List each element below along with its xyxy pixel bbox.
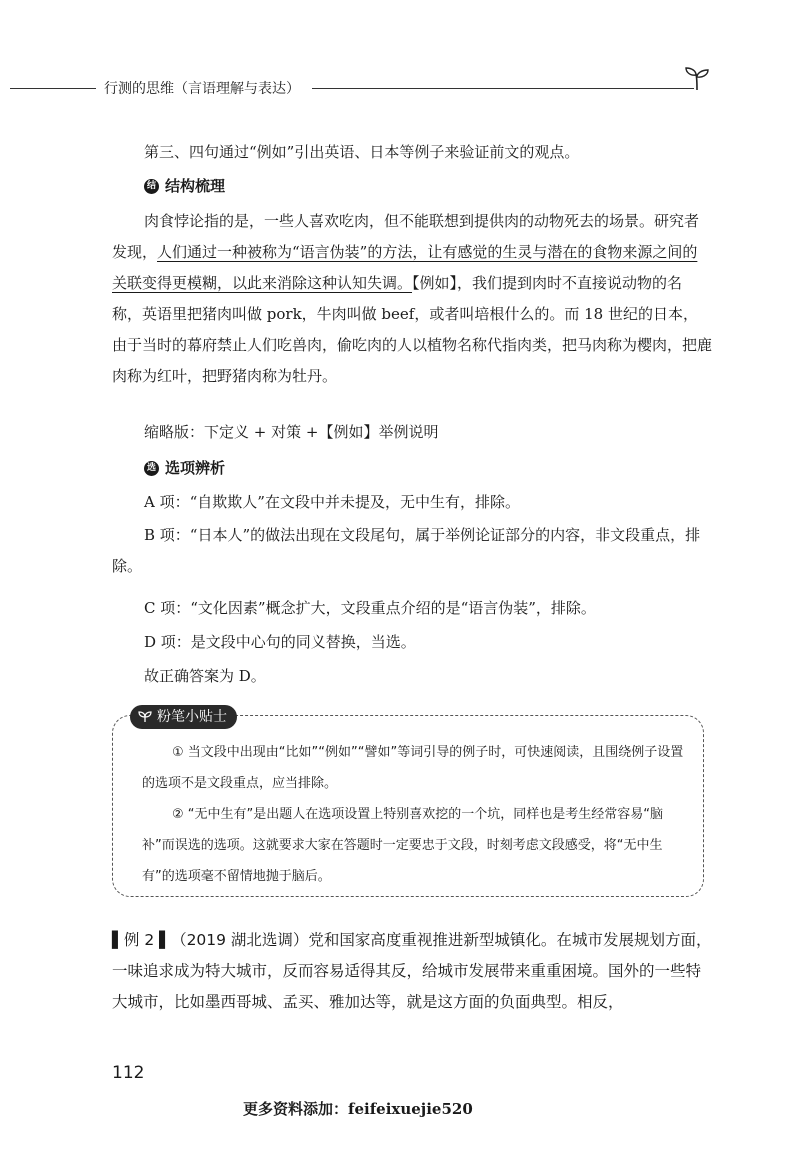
header-title: 行测的思维（言语理解与表达） xyxy=(104,81,300,97)
section-heading-structure xyxy=(144,174,225,198)
sprout-icon xyxy=(138,711,152,723)
answer-line: 故正确答案为 D。 xyxy=(144,667,266,685)
option-c: C 项：“文化因素”概念扩大，文段重点介绍的是“语言伪装”，排除。 xyxy=(144,599,596,617)
option-a: A 项：“自欺欺人”在文段中并未提及，无中生有，排除。 xyxy=(144,493,520,511)
tips-label-text: 粉笔小贴士 xyxy=(157,709,227,725)
summary-line: 缩略版：下定义 + 对策 +【例如】举例说明 xyxy=(144,423,439,441)
section-title: 结构梳理 xyxy=(165,177,226,195)
section-title: 选项辨析 xyxy=(165,459,226,477)
tips-label xyxy=(130,705,237,729)
analysis-paragraph xyxy=(112,206,712,392)
tip-2: ② “无中生有”是出题人在选项设置上特别喜欢挖的一个坑，同样也是考生经常容易“脑补”而误选的选项。这就要求大家在答题时一定要忠于文段，时刻考虑文段感受，将“无中生有”的选项毫不留情地抛于脑后。 xyxy=(142,807,663,884)
section-heading-options xyxy=(144,456,225,480)
paragraph-text: 【例如】，我们提到肉时不直接说动物的名称，英语里把猪肉叫做 pork，牛肉叫做 beef，或者叫培根什么的。而 18 世纪的日本，由于当时的幕府禁止人们吃兽肉，偷吃肉的人以植物名称代指肉类，把马肉称为樱肉，把鹿肉称为红叶，把野猪肉称为牡丹。 xyxy=(112,274,713,385)
paragraph-text: 肉食悖论指的是，一些人喜欢吃肉，但不能联想到提供肉的动物死去的场景。研究者发现， xyxy=(112,212,700,261)
example-text: （2019 湖北选调）党和国家高度重视推进新型城镇化。在城市发展规划方面，一味追求成为特大城市，反而容易适得其反，给城市发展带来重重困境。国外的一些特大城市，比如墨西哥城、孟买、雅加达等，就是这方面的负面典型。相反， xyxy=(112,931,712,1011)
tip-1: ① 当文段中出现由“比如”“例如”“譬如”等词引导的例子时，可快速阅读，且围绕例子设置的选项不是文段重点，应当排除。 xyxy=(142,745,684,791)
intro-line: 第三、四句通过“例如”引出英语、日本等例子来验证前文的观点。 xyxy=(144,143,580,161)
example-question xyxy=(112,925,712,1018)
option-b: B 项：“日本人”的做法出现在文段尾句，属于举例论证部分的内容，非文段重点，排除。 xyxy=(112,526,701,575)
option-d: D 项：是文段中心句的同义替换，当选。 xyxy=(144,633,416,651)
header-rule-left xyxy=(10,88,96,89)
example-tag: ▌例 2 ▌ xyxy=(112,931,172,949)
header-rule-right xyxy=(312,88,694,89)
structure-badge-icon: 结 xyxy=(144,179,159,194)
options-badge-icon: 选 xyxy=(144,461,159,476)
sprout-icon xyxy=(682,66,712,92)
page-number: 112 xyxy=(112,1063,145,1083)
underlined-key-sentence: 人们通过一种被称为“语言伪装”的方法，让有感觉的生灵与潜在的食物来源之间的关联变得更模糊，以此来消除这种认知失调。 xyxy=(112,243,698,292)
page-header xyxy=(0,68,800,108)
footer-note: 更多资料添加：feifeixuejie520 xyxy=(243,1100,473,1118)
